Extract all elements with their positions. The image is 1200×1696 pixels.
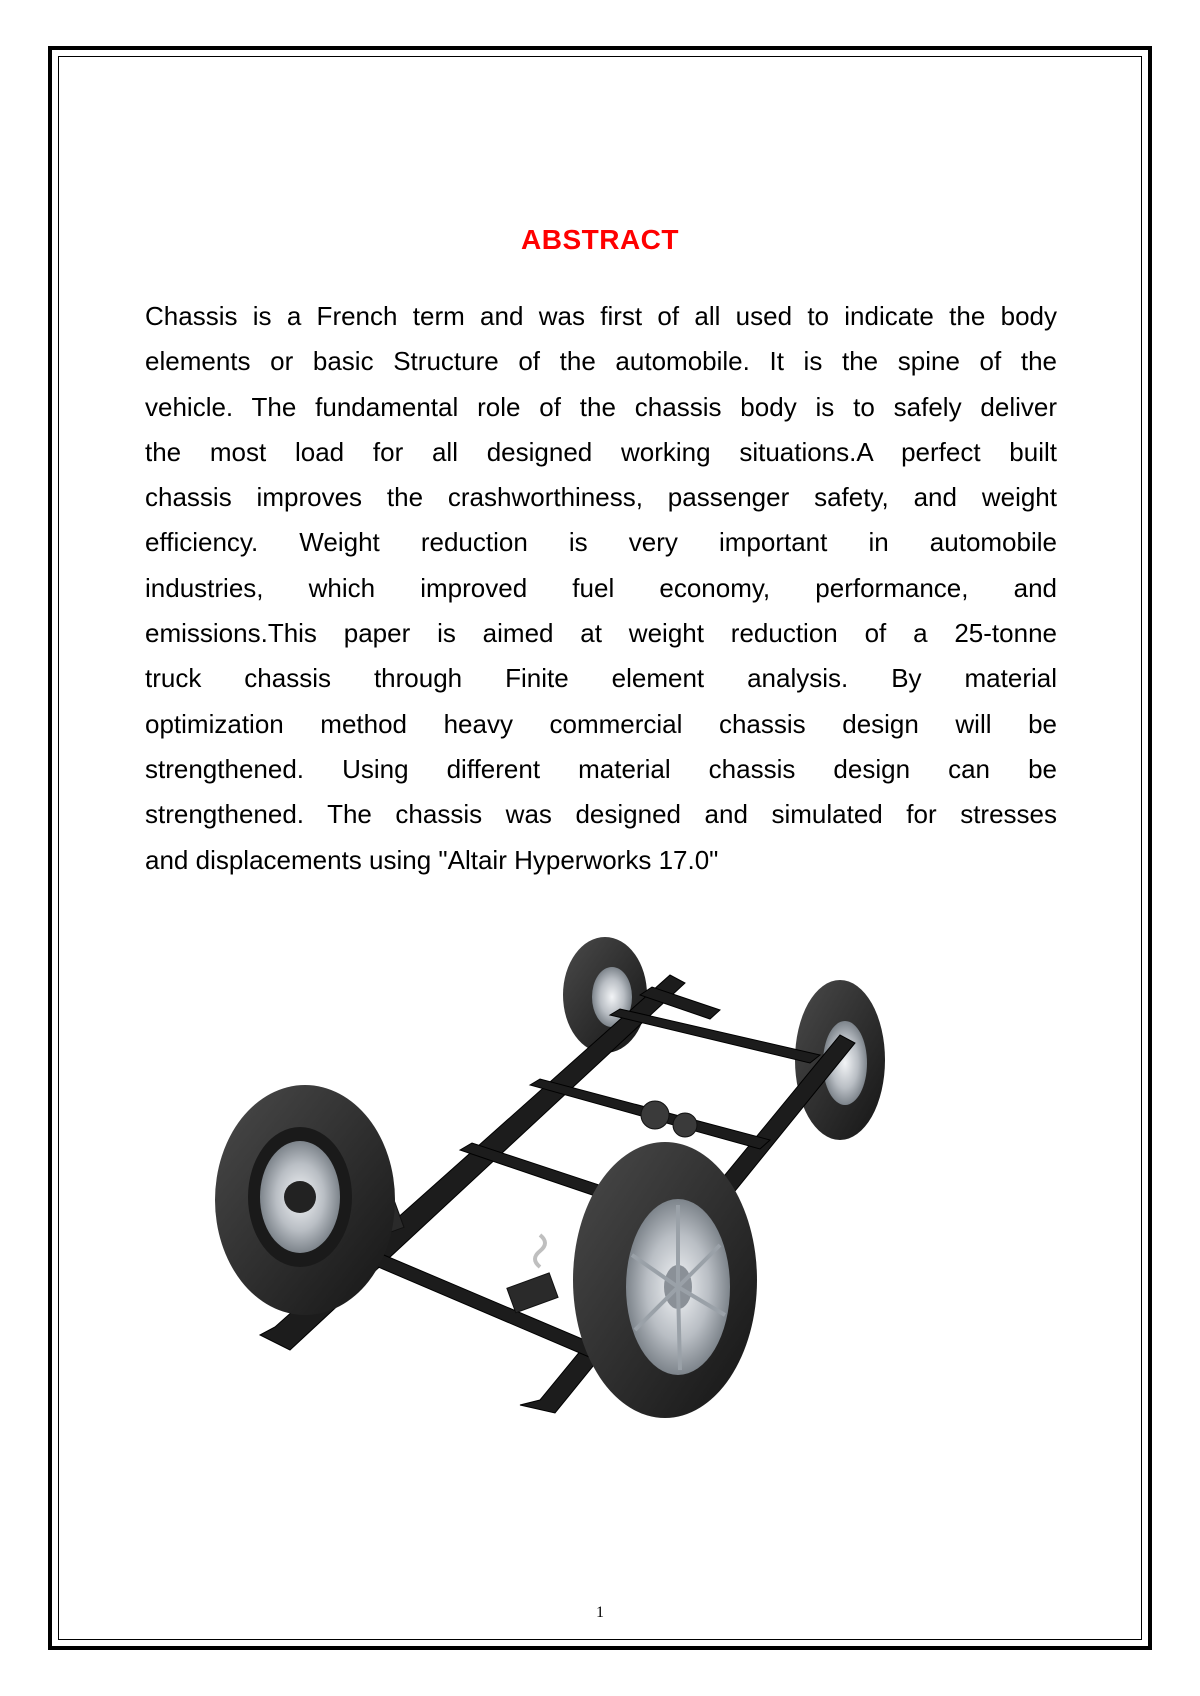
abstract-line: optimization method heavy commercial chassis design will be <box>145 708 1057 739</box>
abstract-line: industries, which improved fuel economy, performance, and <box>145 572 1057 603</box>
abstract-body <box>145 294 1057 883</box>
abstract-line: Chassis is a French term and was first of all used to indicate the body <box>145 301 1057 331</box>
abstract-line: strengthened. The chassis was designed and simulated for stresses <box>145 799 1057 830</box>
abstract-line: and displacements using "Altair Hyperworks 17.0" <box>145 844 719 875</box>
abstract-line: vehicle. The fundamental role of the chassis body is to safely deliver <box>145 391 1057 422</box>
abstract-line: efficiency. Weight reduction is very important in automobile <box>145 527 1057 558</box>
abstract-line: the most load for all designed working situations.A perfect built <box>145 436 1057 467</box>
abstract-line: emissions.This paper is aimed at weight reduction of a 25-tonne <box>145 618 1057 649</box>
chassis-illustration <box>200 935 1000 1425</box>
abstract-line: strengthened. Using different material chassis design can be <box>145 753 1057 784</box>
abstract-line: elements or basic Structure of the automobile. It is the spine of the <box>145 346 1057 377</box>
wheel-front-right <box>573 1142 757 1418</box>
wheel-front-left <box>215 1085 395 1315</box>
abstract-line: chassis improves the crashworthiness, passenger safety, and weight <box>145 482 1057 513</box>
abstract-heading: ABSTRACT <box>521 224 679 255</box>
page-number: 1 <box>596 1604 604 1621</box>
abstract-line: truck chassis through Finite element analysis. By material <box>145 663 1057 694</box>
